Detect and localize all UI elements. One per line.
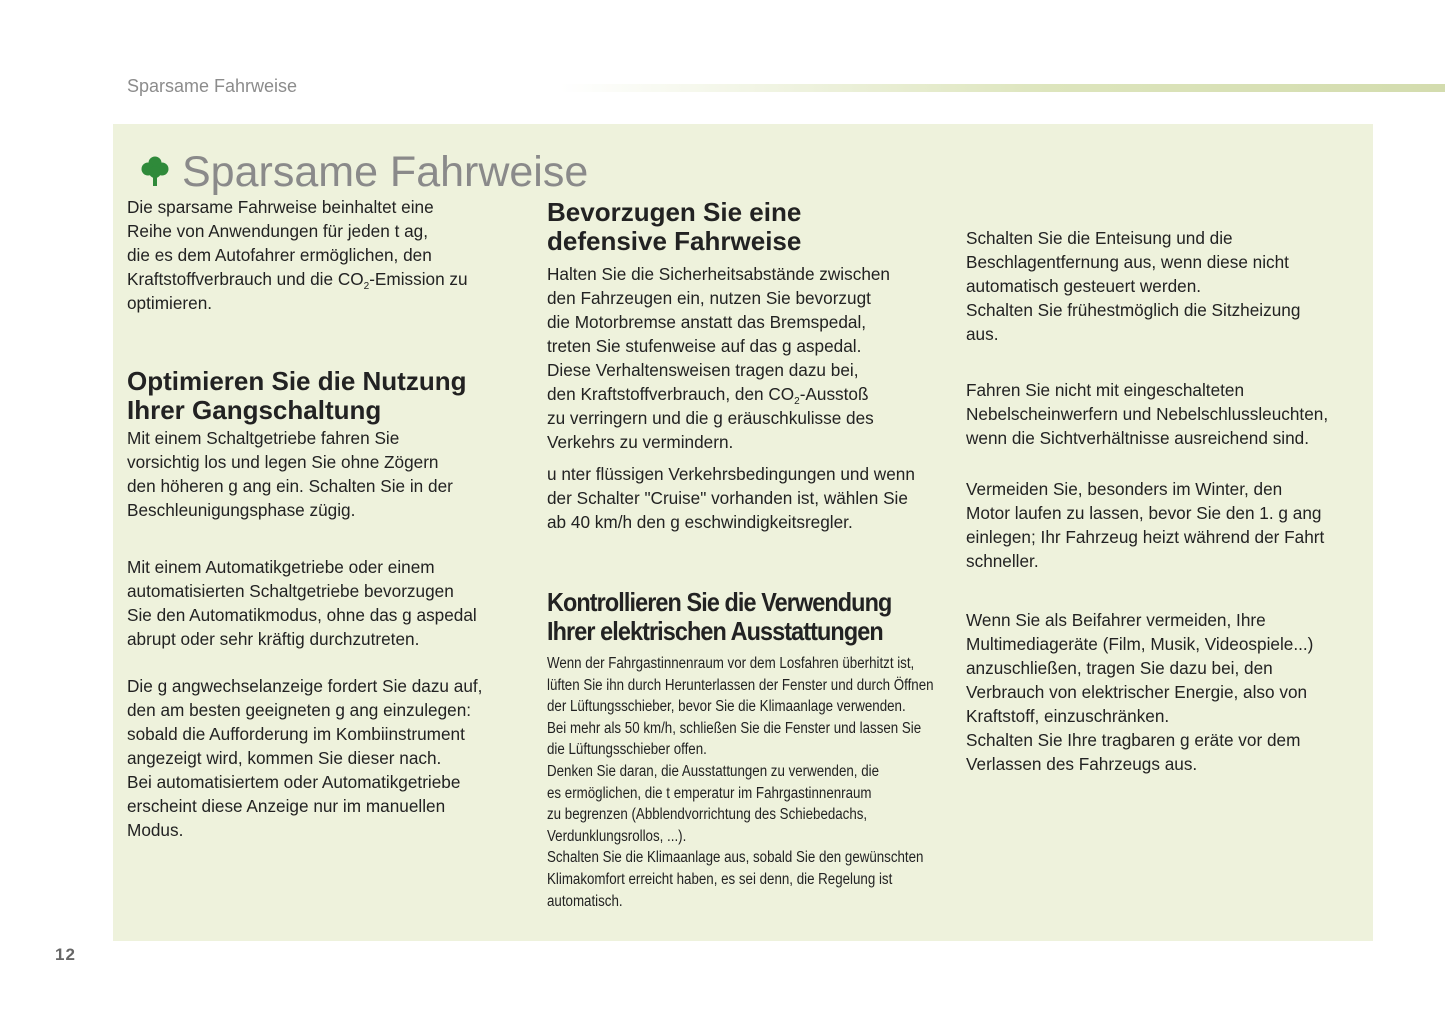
column-1	[127, 195, 527, 315]
winter-paragraph: Vermeiden Sie, besonders im Winter, den Motor laufen zu lassen, bevor Sie den 1. g ang einlegen; Ihr Fahrzeug heizt während der Fahrt schneller.	[966, 479, 1325, 571]
defensive-heading: Bevorzugen Sie eine defensive Fahrweise	[547, 197, 802, 256]
page-number: 12	[55, 945, 76, 964]
page-title	[140, 148, 588, 196]
gear-paragraph-indicator: Die g angwechselanzeige fordert Sie dazu auf, den am besten geeigneten g ang einzulegen: sobald die Aufforderung im Kombiinstrument angezeigt wird, kommen Sie dieser nach. Bei automatisiertem oder Automatikgetriebe erscheint diese Anzeige nur im manuellen Modus.	[127, 676, 483, 840]
multimedia-paragraph: Wenn Sie als Beifahrer vermeiden, Ihre Multimediageräte (Film, Musik, Videospiele...) anzuschließen, tragen Sie dazu bei, den Verbrauch von elektrischer Energie, also von Kraftstoff, einzuschränken. Schalten Sie Ihre tragbaren g eräte vor dem Verlassen des Fahrzeugs aus.	[966, 610, 1314, 774]
gear-heading: Optimieren Sie die Nutzung Ihrer Gangschaltung	[127, 366, 467, 425]
page-title-text: Sparsame Fahrweise	[182, 148, 589, 196]
cruise-paragraph: u nter flüssigen Verkehrsbedingungen und wenn der Schalter "Cruise" vorhanden ist, wählen Sie ab 40 km/h den g eschwindigkeitsregler.	[547, 464, 915, 532]
gear-paragraph-manual: Mit einem Schaltgetriebe fahren Sie vorsichtig los und legen Sie ohne Zögern den höheren g ang ein. Schalten Sie in der Beschleunigungsphase zügig.	[127, 428, 453, 520]
foglight-paragraph: Fahren Sie nicht mit eingeschalteten Nebelscheinwerfern und Nebelschlussleuchten, wenn die Sichtverhältnisse ausreichend sind.	[966, 380, 1329, 448]
electrical-paragraph: Wenn der Fahrgastinnenraum vor dem Losfahren überhitzt ist, lüften Sie ihn durch Herunterlassen der Fenster und durch Öffnen der Lüftungsschieber, bevor Sie die Klimaanlage verwenden. Bei mehr als 50 km/h, schließen Sie die Fenster und lassen Sie die Lüftungsschieber offen. Denken Sie daran, die Ausstattungen zu verwenden, die es ermöglichen, die t emperatur im Fahrgastinnenraum zu begrenzen (Abblendvorrichtung des Schiebedachs, Verdunklungsrollos, ...). Schalten Sie die Klimaanlage aus, sobald Sie den gewünschten Klimakomfort erreicht haben, es sei denn, die Regelung ist automatisch.	[547, 655, 934, 910]
tree-icon	[140, 156, 170, 188]
electrical-heading: Kontrollieren Sie die Verwendung Ihrer elektrischen Ausstattungen	[547, 587, 892, 646]
running-header: Sparsame Fahrweise	[127, 76, 298, 96]
gear-paragraph-automatic: Mit einem Automatikgetriebe oder einem automatisierten Schaltgetriebe bevorzugen Sie den Automatikmodus, ohne das g aspedal abrupt oder sehr kräftig durchzutreten.	[127, 557, 477, 649]
defensive-paragraph: Halten Sie die Sicherheitsabstände zwischen den Fahrzeugen ein, nutzen Sie bevorzugt die Motorbremse anstatt das Bremspedal, treten Sie stufenweise auf das g aspedal. Diese Verhaltensweisen tragen dazu bei, den Kraftstoffverbrauch, den $CO_2$-Ausstoß zu verringern und die g eräuschkulisse des Verkehrs zu vermindern.	[547, 264, 890, 452]
intro-paragraph: Die sparsame Fahrweise beinhaltet eine Reihe von Anwendungen für jeden t ag, die es dem Autofahrer ermöglichen, den Kraftstoffverbrauch und die $CO_2$-Emission zu optimieren.	[127, 197, 468, 313]
header-gradient-rule	[560, 84, 1445, 92]
defrost-paragraph: Schalten Sie die Enteisung und die Beschlagentfernung aus, wenn diese nicht automatisch gesteuert werden. Schalten Sie frühestmöglich die Sitzheizung aus.	[966, 228, 1301, 344]
